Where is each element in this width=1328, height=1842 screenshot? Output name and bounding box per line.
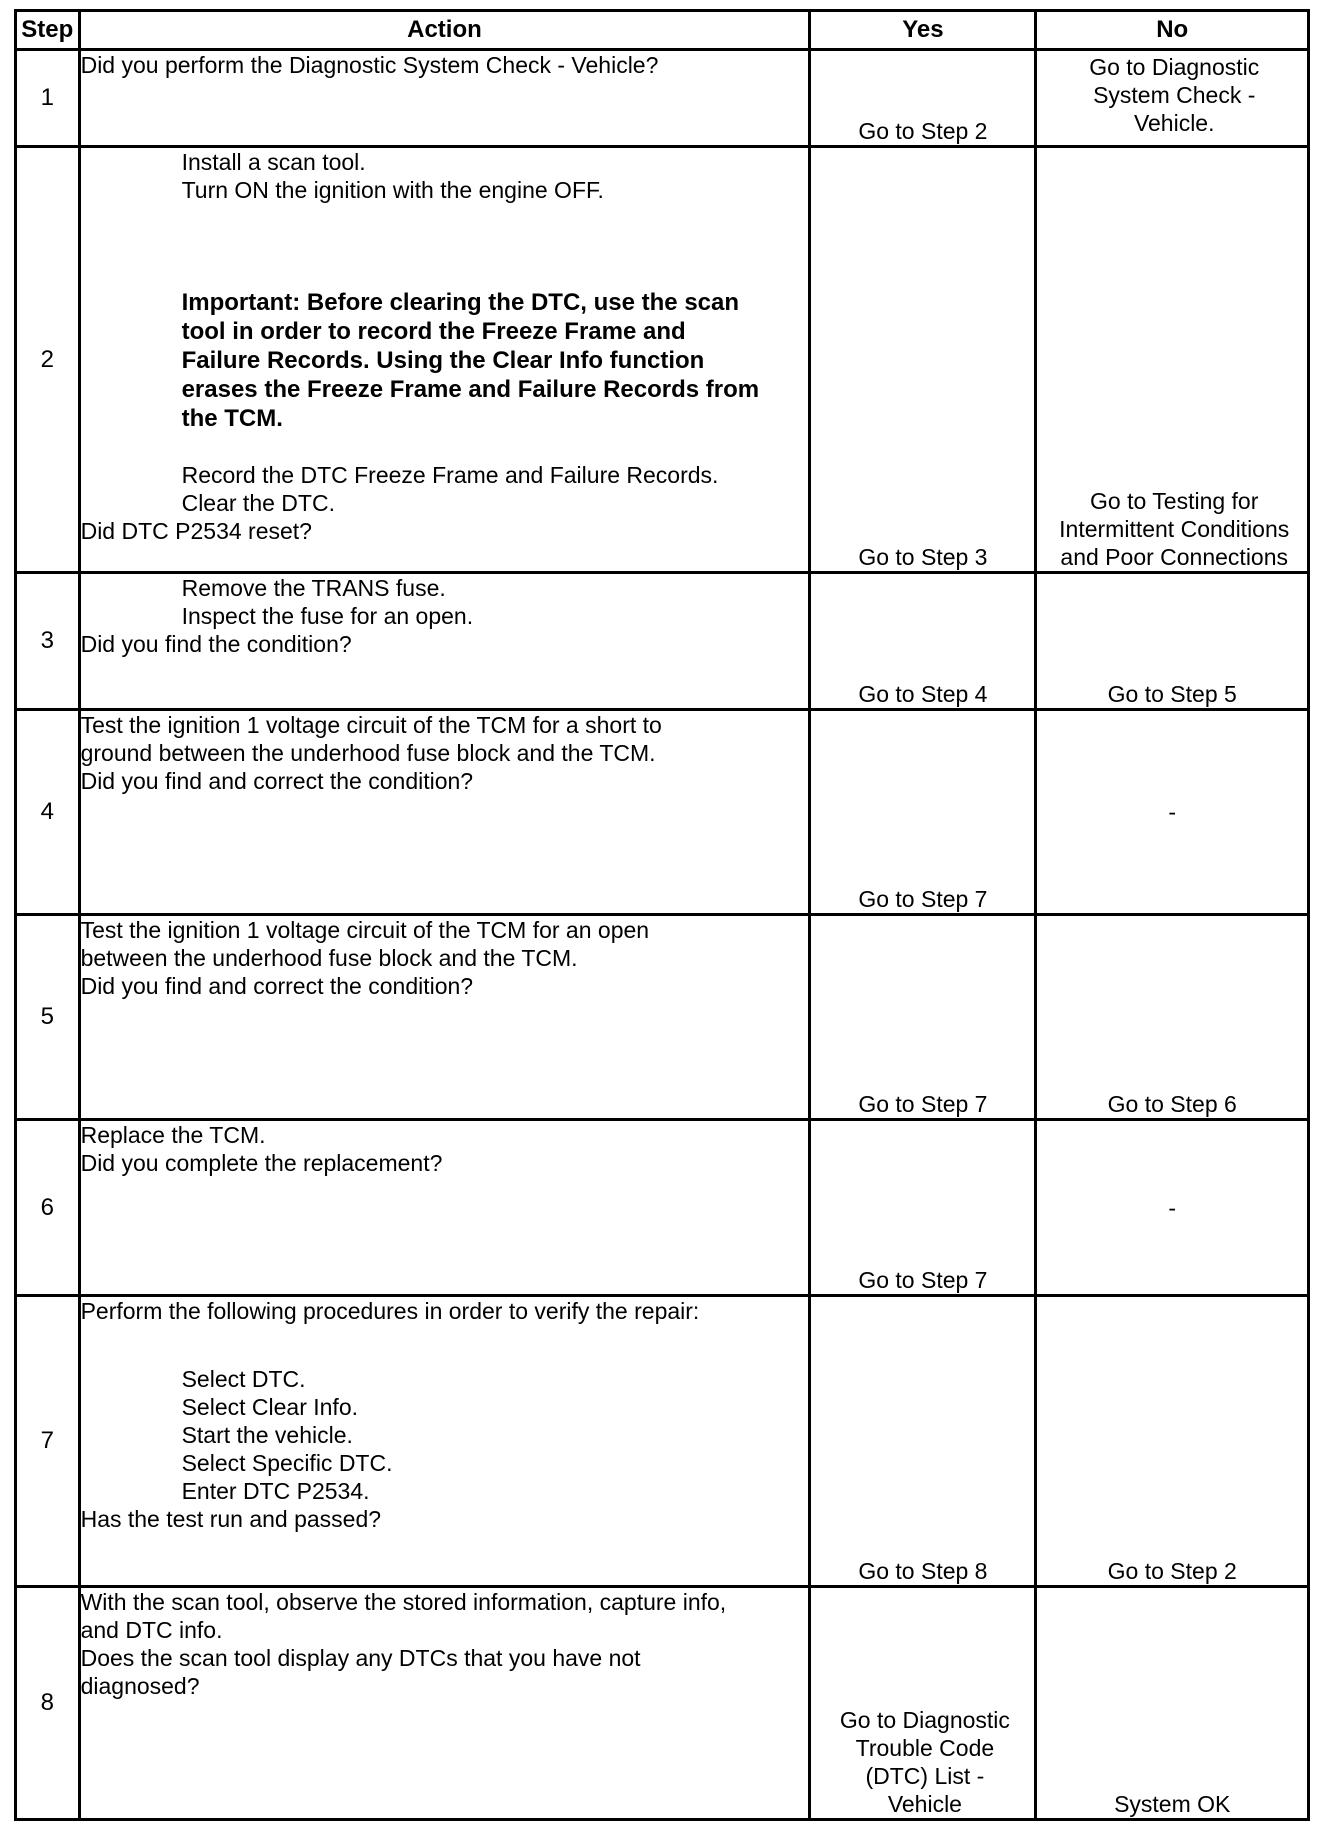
action-text: Record the DTC Freeze Frame and Failure Records. xyxy=(181,462,719,488)
procedure-step: Select Specific DTC. xyxy=(181,1450,393,1476)
important-line: Failure Records. Using the Clear Info function xyxy=(181,347,705,374)
no-text-line: Vehicle. xyxy=(1133,110,1215,136)
action-text: between the underhood fuse block and the TCM. xyxy=(80,945,578,971)
yes-cell: Go to Step 7 xyxy=(810,1120,1036,1296)
no-text-line: Go to Testing for xyxy=(1090,488,1259,514)
procedure-step: Start the vehicle. xyxy=(181,1422,353,1448)
action-cell xyxy=(79,1120,810,1296)
yes-cell: Go to Step 7 xyxy=(810,710,1036,915)
procedure-step: Select Clear Info. xyxy=(181,1394,358,1420)
important-note xyxy=(81,288,809,433)
no-cell xyxy=(1036,147,1309,573)
no-cell: - xyxy=(1036,1120,1309,1296)
no-text-line: Intermittent Conditions xyxy=(1059,516,1290,542)
step-number: 5 xyxy=(16,915,80,1120)
step-number: 8 xyxy=(16,1587,80,1820)
no-text-line: and Poor Connections xyxy=(1060,544,1289,570)
procedure-step: Enter DTC P2534. xyxy=(181,1478,370,1504)
header-row xyxy=(16,11,1309,50)
question-text: Did you complete the replacement? xyxy=(80,1150,443,1176)
header-yes: Yes xyxy=(810,11,1036,50)
step-row-6 xyxy=(16,1120,1309,1296)
action-text: Perform the following procedures in order to verify the repair: xyxy=(80,1298,700,1324)
action-cell xyxy=(79,1296,810,1587)
yes-cell: Go to Step 4 xyxy=(810,573,1036,710)
action-text: Did you perform the Diagnostic System Check - Vehicle? xyxy=(80,52,659,78)
step-number: 2 xyxy=(16,147,80,573)
question-text: Does the scan tool display any DTCs that you have not xyxy=(80,1645,641,1671)
important-line: erases the Freeze Frame and Failure Records from xyxy=(181,376,760,403)
action-cell xyxy=(79,573,810,710)
yes-cell: Go to Step 3 xyxy=(810,147,1036,573)
step-row-4 xyxy=(16,710,1309,915)
yes-cell xyxy=(810,1587,1036,1820)
step-row-7 xyxy=(16,1296,1309,1587)
no-cell: - xyxy=(1036,710,1309,915)
no-cell: Go to Step 2 xyxy=(1036,1296,1309,1587)
important-line: the TCM. xyxy=(181,405,283,432)
no-text-line: System Check - xyxy=(1093,82,1256,108)
action-text: Test the ignition 1 voltage circuit of the TCM for a short to xyxy=(80,712,662,738)
no-cell: Go to Step 6 xyxy=(1036,915,1309,1120)
yes-cell: Go to Step 2 xyxy=(810,50,1036,147)
yes-text-line: Go to Diagnostic xyxy=(839,1707,1010,1733)
step-row-1 xyxy=(16,50,1309,147)
action-text: and DTC info. xyxy=(80,1617,223,1643)
action-text: Turn ON the ignition with the engine OFF. xyxy=(181,177,604,203)
question-text: Has the test run and passed? xyxy=(80,1506,382,1532)
procedure-step: Select DTC. xyxy=(181,1366,306,1392)
yes-cell: Go to Step 7 xyxy=(810,915,1036,1120)
yes-text-line: Trouble Code xyxy=(855,1735,995,1761)
question-text: Did you find the condition? xyxy=(80,631,352,657)
step-row-3 xyxy=(16,573,1309,710)
yes-cell: Go to Step 8 xyxy=(810,1296,1036,1587)
no-cell: Go to Step 5 xyxy=(1036,573,1309,710)
action-text: Inspect the fuse for an open. xyxy=(181,603,474,629)
step-number: 3 xyxy=(16,573,80,710)
step-row-5 xyxy=(16,915,1309,1120)
no-cell: System OK xyxy=(1036,1587,1309,1820)
action-text: With the scan tool, observe the stored information, capture info, xyxy=(80,1589,727,1615)
step-number: 4 xyxy=(16,710,80,915)
step-row-8 xyxy=(16,1587,1309,1820)
no-cell xyxy=(1036,50,1309,147)
question-text: diagnosed? xyxy=(80,1673,200,1699)
step-number: 1 xyxy=(16,50,80,147)
header-action: Action xyxy=(79,11,810,50)
question-text: Did DTC P2534 reset? xyxy=(80,518,312,544)
important-line: tool in order to record the Freeze Frame and xyxy=(181,318,686,345)
question-text: Did you find and correct the condition? xyxy=(80,973,474,999)
step-number: 7 xyxy=(16,1296,80,1587)
action-cell xyxy=(79,50,810,147)
action-text: ground between the underhood fuse block and the TCM. xyxy=(80,740,656,766)
action-cell xyxy=(79,710,810,915)
question-text: Did you find and correct the condition? xyxy=(80,768,474,794)
yes-text-line: Vehicle xyxy=(887,1791,962,1817)
diagnostic-table xyxy=(14,9,1310,1821)
header-no: No xyxy=(1036,11,1309,50)
yes-text-line: (DTC) List - xyxy=(865,1763,985,1789)
step-number: 6 xyxy=(16,1120,80,1296)
header-step: Step xyxy=(16,11,80,50)
action-cell xyxy=(79,1587,810,1820)
action-text: Remove the TRANS fuse. xyxy=(181,575,446,601)
important-line: Important: Before clearing the DTC, use the scan xyxy=(181,289,740,316)
action-text: Clear the DTC. xyxy=(181,490,335,516)
no-text-line: Go to Diagnostic xyxy=(1089,54,1260,80)
action-text: Replace the TCM. xyxy=(80,1122,266,1148)
action-text: Test the ignition 1 voltage circuit of the TCM for an open xyxy=(80,917,650,943)
action-cell xyxy=(79,147,810,573)
action-text: Install a scan tool. xyxy=(181,149,366,175)
action-cell xyxy=(79,915,810,1120)
step-row-2 xyxy=(16,147,1309,573)
